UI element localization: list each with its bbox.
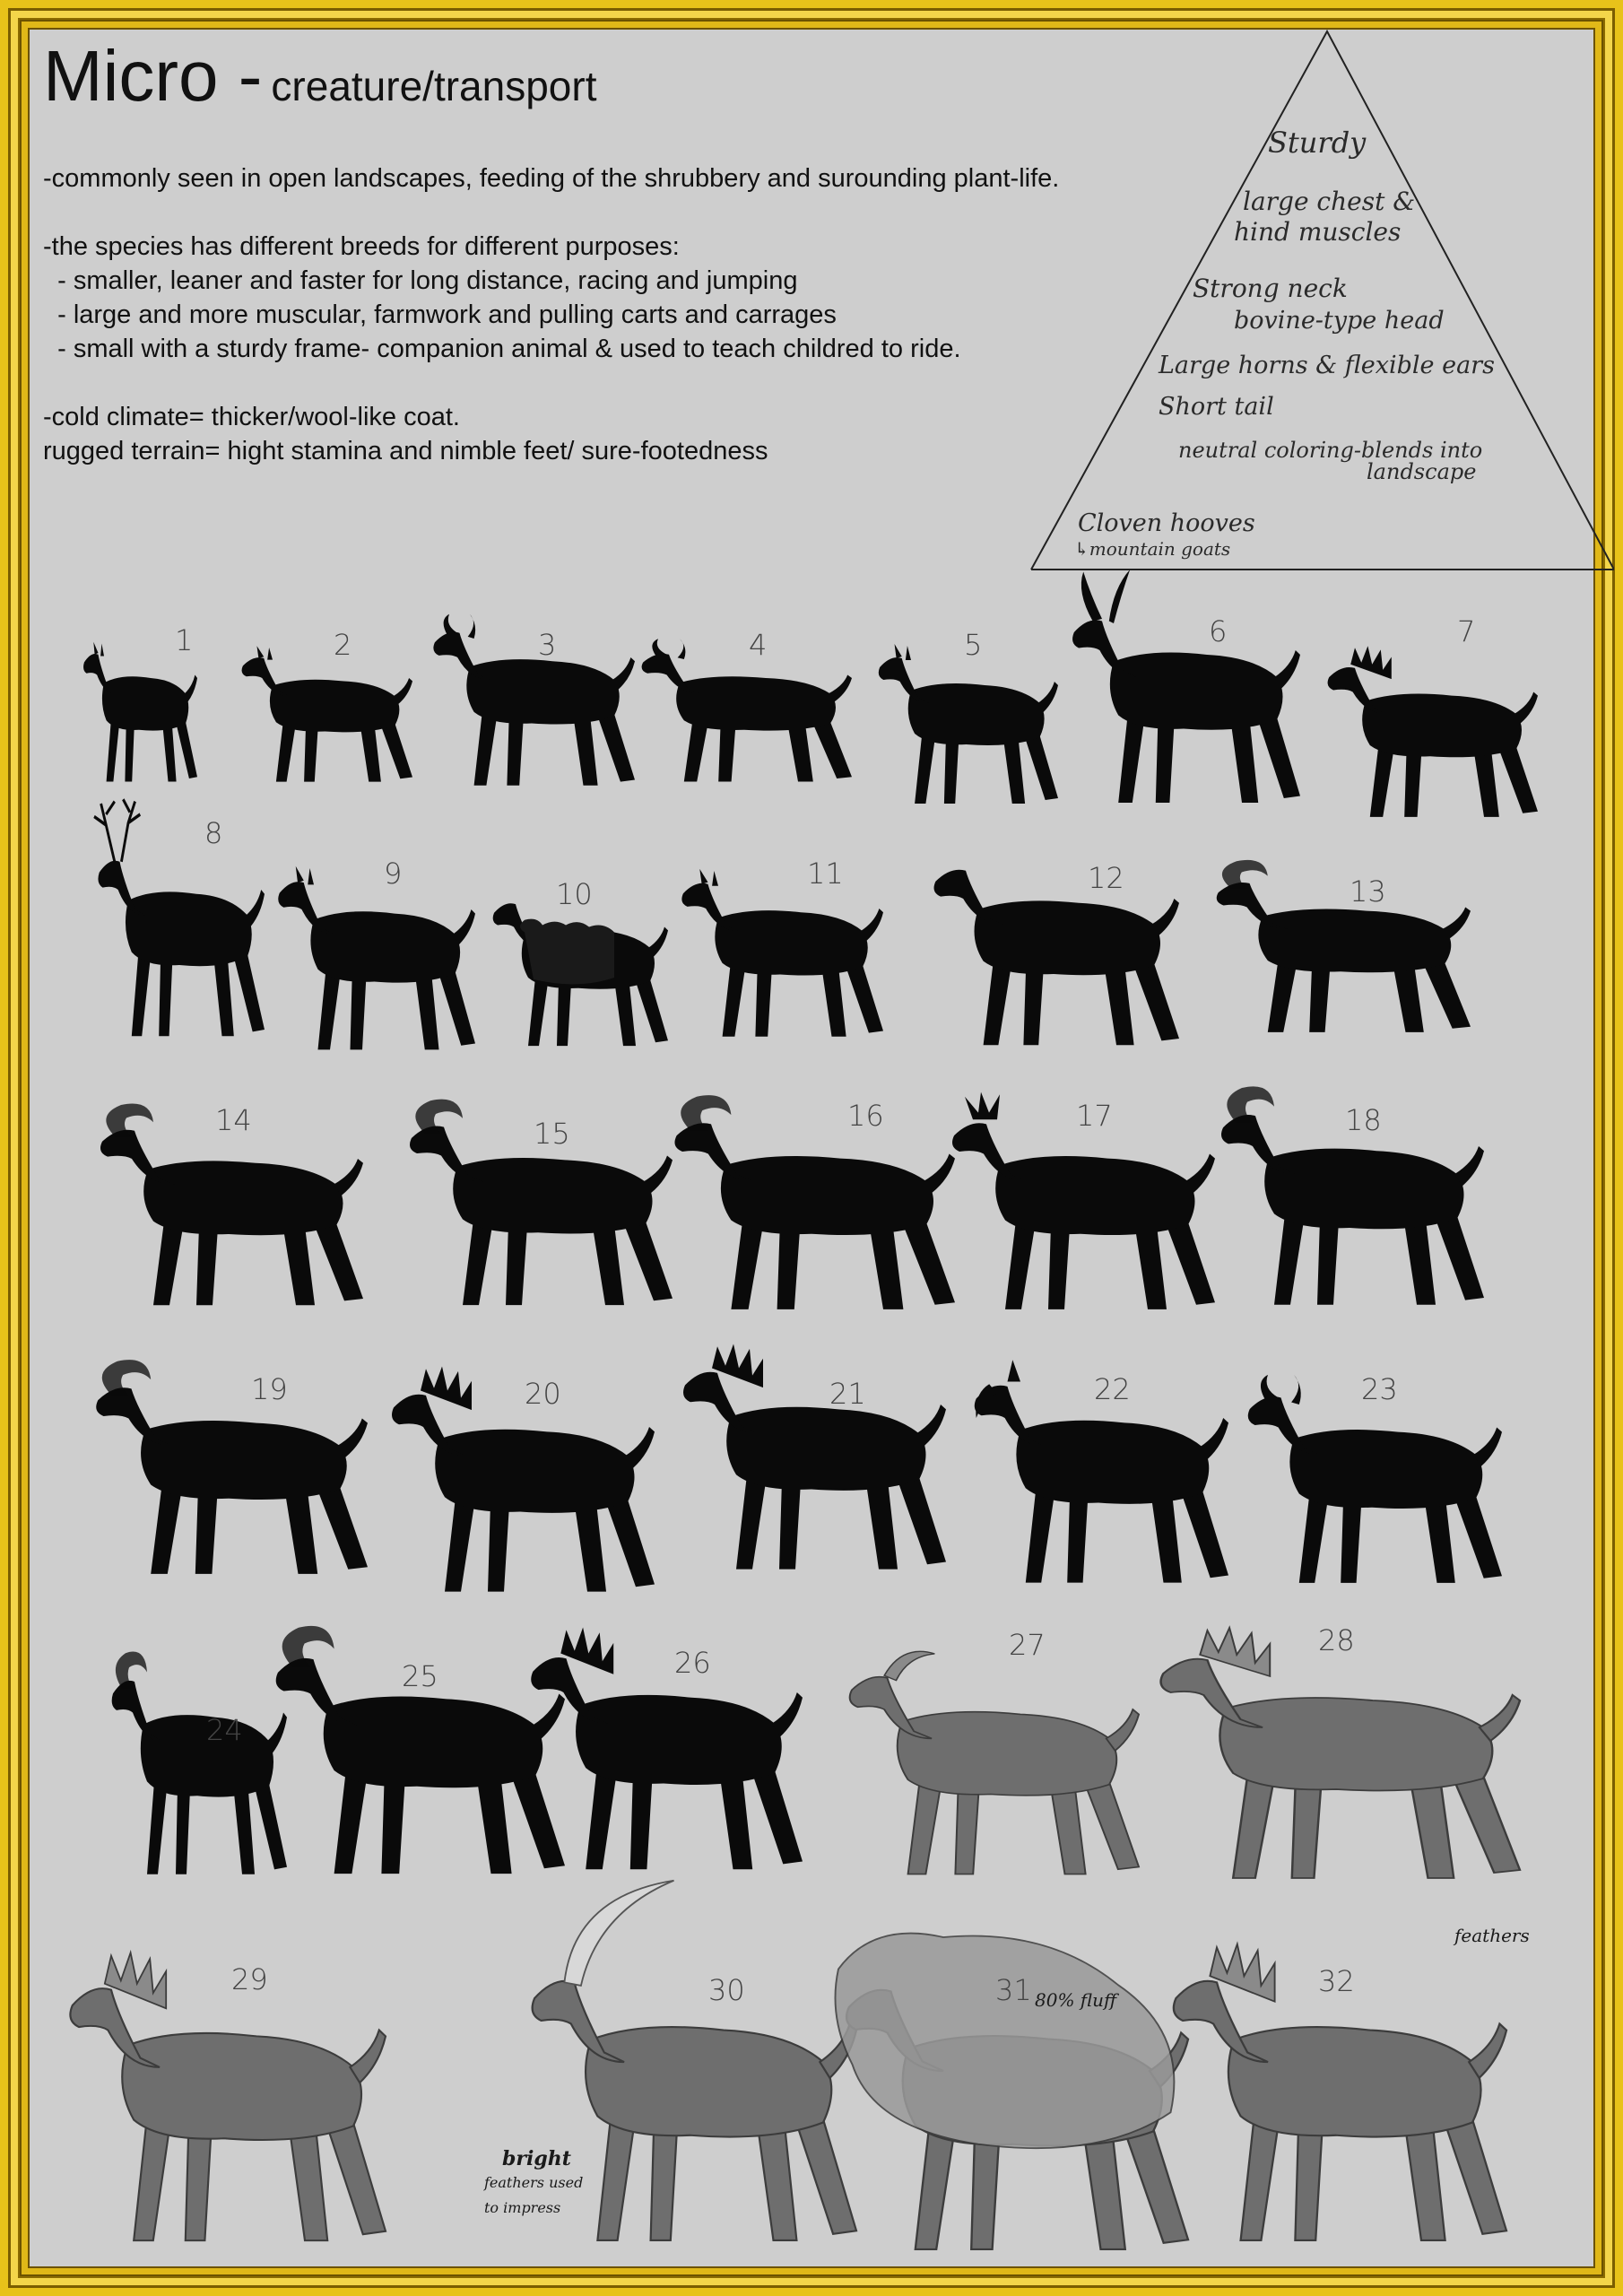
creature-number: 27 (1009, 1628, 1046, 1662)
pyramid-line: neutral coloring-blends into (1178, 438, 1483, 463)
creature-number: 9 (384, 857, 403, 891)
creature-number: 1 (175, 623, 194, 657)
creature-body (453, 1158, 652, 1234)
creature-body (141, 1421, 347, 1500)
pyramid-line: bovine-type head (1234, 307, 1445, 335)
annotation-feathers: feathers (1454, 1925, 1530, 1946)
creature-body (576, 1695, 782, 1785)
creature-number: 25 (402, 1659, 438, 1693)
creature-number: 8 (204, 816, 223, 850)
creature-number: 23 (1361, 1372, 1398, 1406)
creature-horn (94, 799, 140, 862)
note-line: - smaller, leaner and faster for long distance, racing and jumping (43, 266, 798, 295)
creature-13 (1217, 860, 1471, 1032)
creature-tail (861, 909, 883, 941)
creature-number: 21 (829, 1377, 866, 1411)
creature-number: 15 (534, 1117, 570, 1151)
creature-body (1228, 2027, 1481, 2136)
creature-7 (1328, 646, 1538, 817)
pyramid-line: hind muscles (1234, 217, 1402, 247)
note-line: - small with a sturdy frame- companion animal & used to teach childred to ride. (43, 335, 961, 363)
annotation-bright: bright (502, 2147, 571, 2170)
pyramid-line: Short tail (1159, 393, 1274, 421)
title-main: Micro - (43, 36, 263, 116)
creature-number: 10 (556, 877, 593, 911)
creature-horn (884, 1651, 934, 1680)
pyramid-line: Strong neck (1193, 274, 1348, 303)
creature-tail (350, 2031, 386, 2083)
creature-number: 13 (1350, 874, 1386, 909)
pyramid-line: Large horns & flexible ears (1159, 352, 1495, 379)
creature-horn (965, 1092, 1000, 1120)
pyramid-line: large chest & (1243, 187, 1416, 216)
creature-number: 17 (1076, 1099, 1113, 1133)
creature-2 (242, 646, 412, 781)
creature-number: 12 (1088, 861, 1124, 895)
creature-tail (1274, 650, 1300, 689)
creature-body (1289, 1430, 1482, 1509)
pyramid-top: Sturdy (1268, 126, 1367, 160)
creature-tail (1454, 1146, 1484, 1186)
creature-tail (1107, 1709, 1139, 1751)
pyramid-line: Cloven hooves (1078, 509, 1255, 537)
creature-tail (267, 1713, 287, 1753)
creature-horn (520, 919, 614, 985)
creature-number: 28 (1318, 1623, 1355, 1657)
creature-tail (1200, 1418, 1228, 1459)
creature-body (310, 911, 460, 982)
creature-tail (924, 1154, 955, 1193)
creature-number: 3 (538, 628, 557, 662)
creature-8 (94, 799, 265, 1036)
creature-number: 18 (1345, 1103, 1382, 1137)
creature-body (1219, 1698, 1492, 1791)
creature-body (898, 1712, 1117, 1796)
creature-tail (648, 927, 668, 957)
creature-number: 5 (964, 628, 983, 662)
creature-horn (564, 1881, 673, 1986)
creature-horn (835, 1934, 1174, 2149)
creature-body (466, 659, 619, 724)
creature-tail (1469, 2024, 1506, 2078)
creature-body (122, 2033, 361, 2140)
creature-number: 7 (1457, 614, 1476, 648)
creature-number: 4 (749, 628, 768, 662)
annotation-fluff: 80% fluff (1035, 1989, 1117, 2011)
creature-body (676, 676, 836, 730)
creature-tail (772, 1692, 803, 1736)
note-line: - large and more muscular, farmwork and pulling carts and carrages (43, 300, 837, 329)
note-line: -commonly seen in open landscapes, feeding of the shrubbery and surounding plant-life. (43, 164, 1060, 193)
creature-number: 31 (995, 1973, 1032, 2007)
pyramid-line: ↳mountain goats (1074, 538, 1231, 560)
creature-body (1258, 909, 1451, 973)
creature-body (324, 1696, 543, 1787)
creature-tail (1515, 692, 1538, 724)
creature-number: 16 (847, 1099, 884, 1133)
creature-9 (278, 866, 475, 1050)
creature-number: 20 (525, 1377, 561, 1411)
creature-tail (185, 675, 197, 702)
creature-tail (1151, 899, 1179, 935)
creature-24 (112, 1652, 287, 1874)
creature-horn (1081, 570, 1130, 623)
creature-19 (96, 1360, 368, 1574)
creature-tail (1480, 1695, 1520, 1741)
creature-body (721, 1156, 933, 1235)
note-line: -cold climate= thicker/wool-like coat. (43, 403, 460, 431)
creature-horn (256, 646, 273, 659)
creature-number: 22 (1094, 1372, 1131, 1406)
creature-number: 14 (215, 1103, 252, 1137)
creature-body (143, 1161, 343, 1235)
creature-number: 6 (1209, 614, 1228, 648)
creature-body (1362, 694, 1522, 758)
creature-body (1264, 1149, 1463, 1230)
creature-20 (392, 1367, 655, 1592)
creature-number: 30 (708, 1973, 745, 2007)
creature-1 (83, 642, 197, 782)
creature-body (586, 2027, 831, 2136)
creature-6 (1072, 570, 1300, 803)
pyramid-line: landscape (1367, 459, 1477, 484)
creature-body (102, 676, 188, 730)
creature-horn (93, 642, 104, 657)
creature-horn (296, 866, 314, 885)
creature-4 (642, 639, 852, 781)
creature-body (995, 1156, 1194, 1235)
creature-body (270, 680, 399, 733)
creature-tail (1442, 908, 1471, 939)
creature-number: 24 (206, 1713, 243, 1747)
creature-21 (683, 1344, 946, 1570)
creature-10 (493, 903, 668, 1046)
creature-3 (433, 614, 635, 786)
creature-tail (916, 1405, 946, 1446)
creature-tail (246, 890, 265, 926)
annotation-bright: to impress (484, 2199, 561, 2216)
creature-number: 29 (231, 1962, 268, 1996)
creature-16 (674, 1095, 955, 1309)
creature-body (715, 910, 867, 975)
creature-11 (681, 869, 883, 1037)
creature-horn (895, 644, 911, 660)
creature-tail (453, 909, 475, 944)
title-subtitle: creature/transport (271, 63, 597, 109)
creature-12 (934, 870, 1179, 1045)
note-line: -the species has different breeds for different purposes: (43, 232, 680, 261)
creature-tail (625, 1427, 655, 1468)
creature-horn (699, 869, 718, 886)
creature-number: 2 (334, 628, 352, 662)
creature-body (975, 900, 1160, 975)
creature-number: 11 (807, 857, 844, 891)
creature-tail (533, 1694, 565, 1739)
creature-body (435, 1430, 634, 1513)
creature-body (726, 1407, 925, 1491)
creature-tail (334, 1159, 363, 1196)
creature-29 (70, 1952, 386, 2240)
creature-tail (337, 1419, 368, 1457)
creature-27 (850, 1651, 1139, 1874)
creature-number: 32 (1318, 1964, 1355, 1998)
creature-tail (1185, 1154, 1215, 1193)
creature-26 (531, 1628, 803, 1870)
creature-number: 26 (674, 1646, 711, 1680)
creature-number: 19 (251, 1372, 288, 1406)
creature-body (1110, 653, 1283, 730)
creature-tail (394, 678, 412, 704)
creature-tail (829, 675, 852, 702)
annotation-bright: feathers used (484, 2174, 584, 2191)
creature-tail (1037, 682, 1058, 712)
creature-5 (879, 644, 1058, 804)
creature-tail (643, 1156, 673, 1194)
creature-body (126, 891, 252, 966)
creature-tail (612, 657, 635, 690)
creature-body (1016, 1421, 1209, 1504)
creature-tail (1473, 1428, 1502, 1466)
creature-body (908, 683, 1045, 745)
note-line: rugged terrain= hight stamina and nimble feet/ sure-footedness (43, 437, 768, 465)
creature-28 (1161, 1628, 1520, 1878)
